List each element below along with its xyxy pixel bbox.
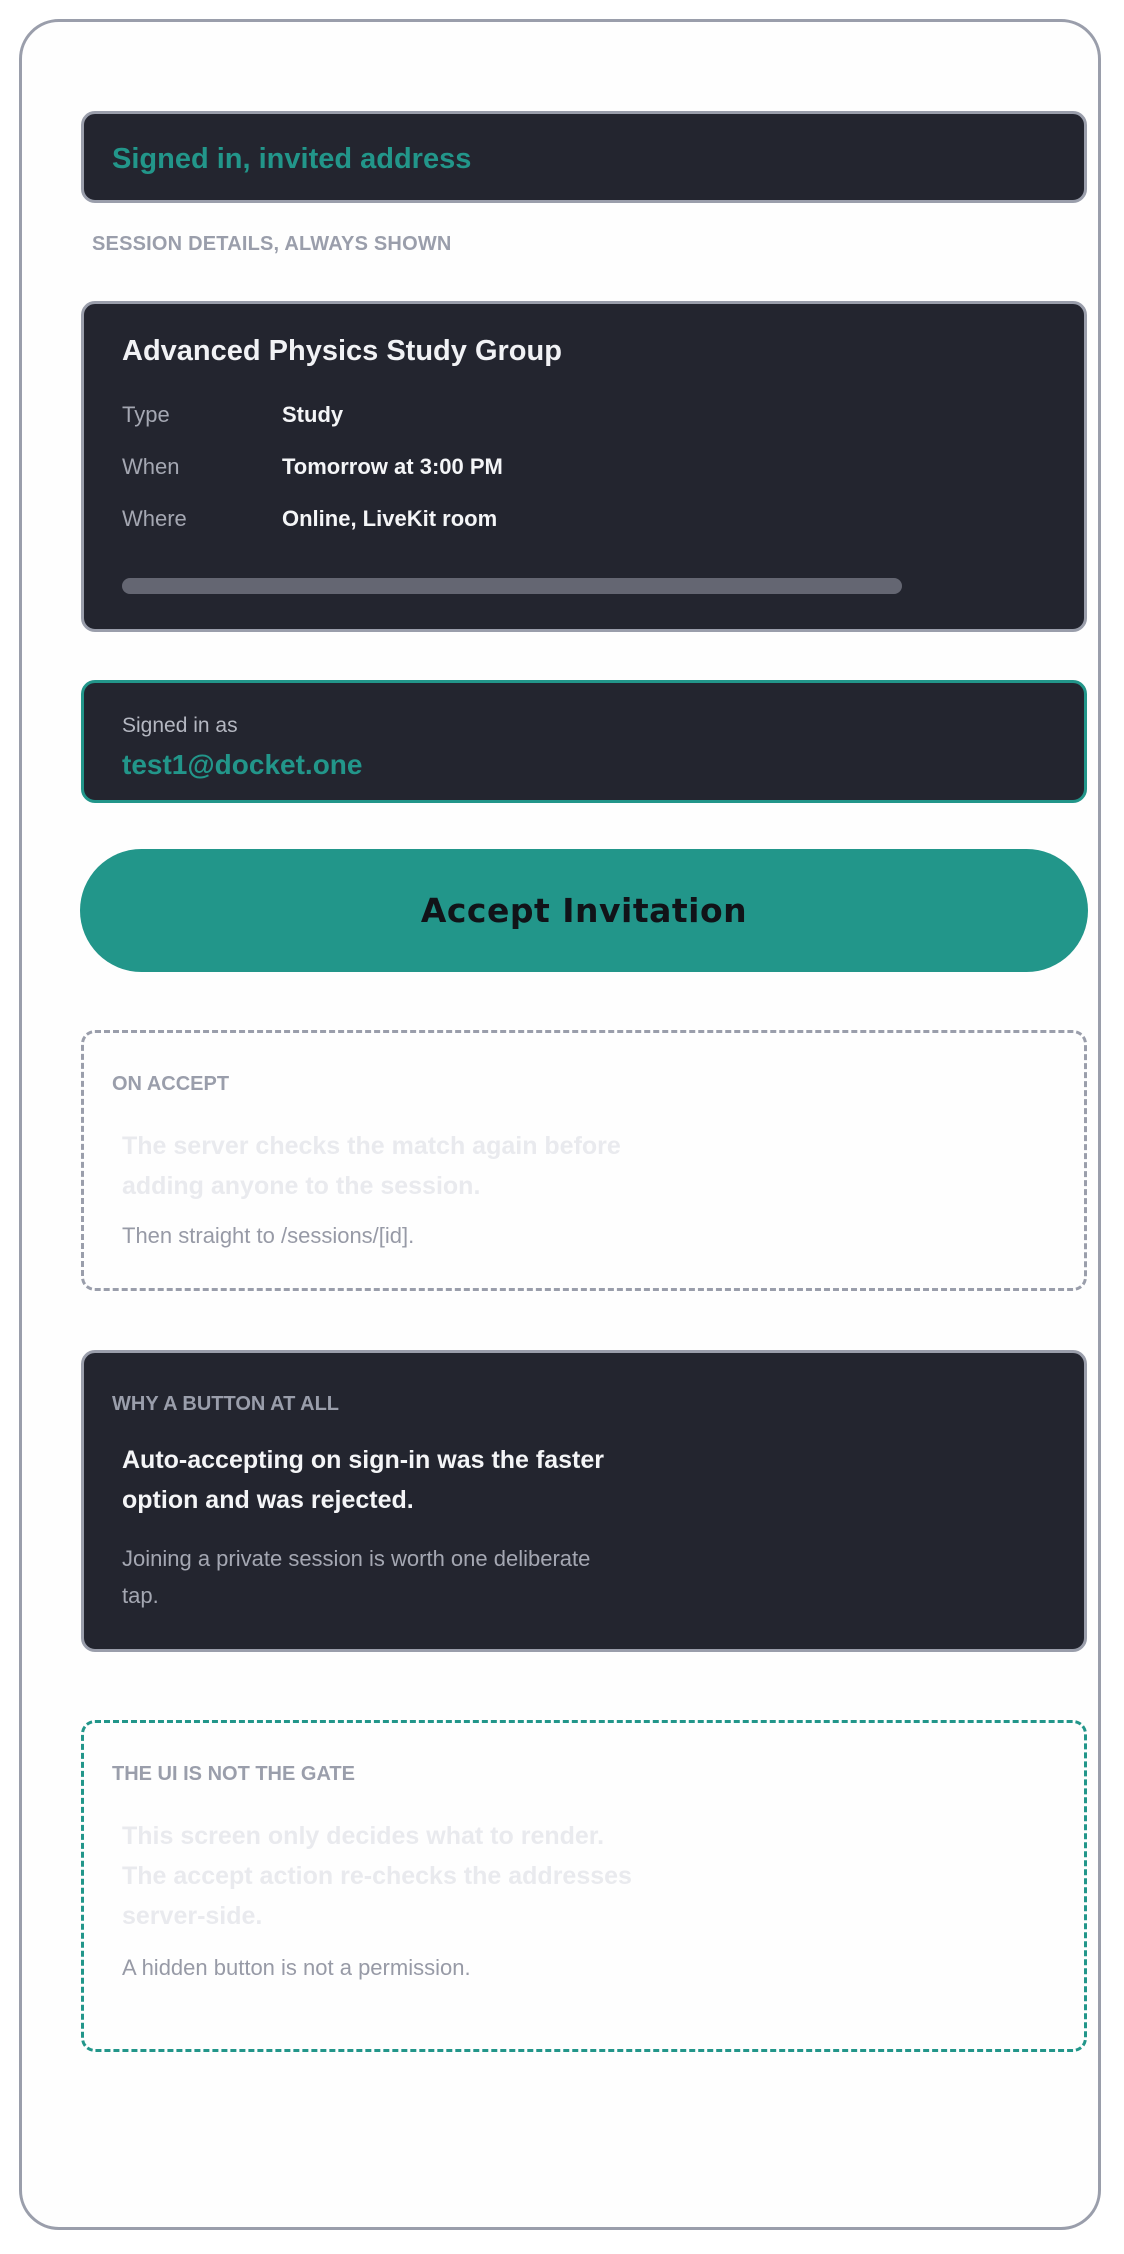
detail-value-type: Study <box>282 402 344 427</box>
accept-invitation-button[interactable]: Accept Invitation <box>80 849 1088 972</box>
signed-in-card <box>81 680 1087 803</box>
on-accept-note: Then straight to /sessions/[id]. <box>122 1223 415 1248</box>
on-accept-caption: ON ACCEPT <box>112 1073 230 1095</box>
ui-not-gate-faded-text: This screen only decides what to render. The accept action re-checks the addresses server-side. <box>122 1822 632 1930</box>
why-button-caption: WHY A BUTTON AT ALL <box>112 1393 340 1415</box>
ui-not-gate-caption: THE UI IS NOT THE GATE <box>112 1763 355 1785</box>
on-accept-faded-text: The server checks the match again before adding anyone to the session. <box>122 1132 621 1200</box>
status-banner <box>81 111 1087 203</box>
phone-frame <box>19 19 1101 2230</box>
detail-label-when: When <box>122 454 180 479</box>
signed-in-label: Signed in as <box>122 714 238 737</box>
why-button-heading: Auto-accepting on sign-in was the faster option and was rejected. <box>122 1446 604 1514</box>
status-banner-text: Signed in, invited address <box>112 143 472 175</box>
session-title: Advanced Physics Study Group <box>122 335 562 367</box>
why-button-body: Joining a private session is worth one deliberate tap. <box>122 1546 591 1608</box>
signed-in-email: test1@docket.one <box>122 749 363 780</box>
session-details-caption: SESSION DETAILS, ALWAYS SHOWN <box>92 233 452 255</box>
ui-not-gate-box <box>81 1720 1087 2052</box>
detail-value-where: Online, LiveKit room <box>282 506 498 531</box>
why-button-card <box>81 1350 1087 1652</box>
ui-not-gate-note: A hidden button is not a permission. <box>122 1955 471 1980</box>
detail-label-type: Type <box>122 402 170 427</box>
on-accept-box <box>81 1030 1087 1291</box>
detail-value-when: Tomorrow at 3:00 PM <box>282 454 503 479</box>
detail-label-where: Where <box>122 506 187 531</box>
loading-placeholder-bar <box>122 578 902 594</box>
session-details-card <box>81 301 1087 632</box>
